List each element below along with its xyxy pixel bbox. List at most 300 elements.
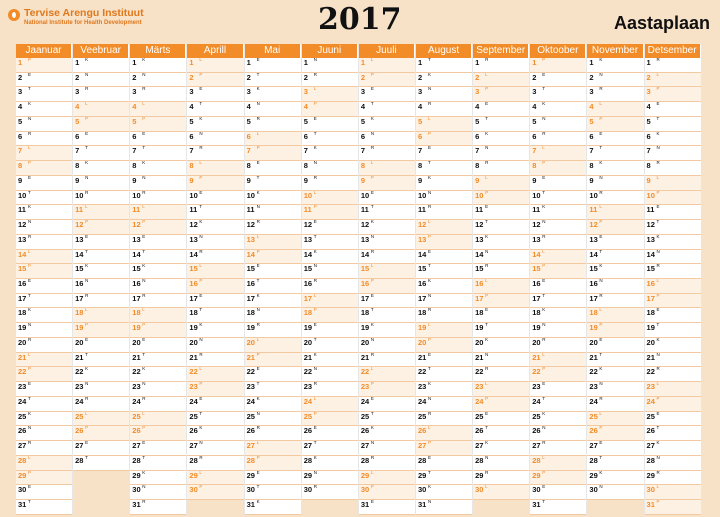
day-cell[interactable]	[530, 205, 586, 220]
day-cell[interactable]	[187, 205, 243, 220]
day-cell[interactable]	[530, 87, 586, 102]
day-cell[interactable]	[359, 456, 415, 471]
day-cell[interactable]	[530, 161, 586, 176]
day-cell[interactable]	[73, 294, 129, 309]
day-cell[interactable]	[16, 146, 72, 161]
day-cell[interactable]	[130, 264, 186, 279]
day-cell[interactable]	[302, 353, 358, 368]
day-cell[interactable]	[302, 323, 358, 338]
day-cell[interactable]	[473, 353, 529, 368]
day-cell[interactable]	[130, 308, 186, 323]
day-cell[interactable]	[16, 456, 72, 471]
day-cell[interactable]	[16, 382, 72, 397]
day-cell[interactable]	[473, 87, 529, 102]
day-cell[interactable]	[587, 205, 643, 220]
day-cell[interactable]	[530, 220, 586, 235]
day-cell[interactable]	[416, 146, 472, 161]
day-cell[interactable]	[645, 73, 701, 88]
day-cell[interactable]	[187, 426, 243, 441]
day-cell[interactable]	[16, 264, 72, 279]
day-cell[interactable]	[587, 367, 643, 382]
day-cell[interactable]	[473, 412, 529, 427]
day-cell[interactable]	[187, 220, 243, 235]
day-cell[interactable]	[245, 146, 301, 161]
day-cell[interactable]	[416, 58, 472, 73]
day-cell[interactable]	[530, 426, 586, 441]
day-cell[interactable]	[473, 250, 529, 265]
day-cell[interactable]	[245, 161, 301, 176]
day-cell[interactable]	[302, 471, 358, 486]
day-cell[interactable]	[302, 456, 358, 471]
day-cell[interactable]	[587, 87, 643, 102]
day-cell[interactable]	[245, 176, 301, 191]
day-cell[interactable]	[359, 308, 415, 323]
day-cell[interactable]	[16, 87, 72, 102]
day-cell[interactable]	[130, 205, 186, 220]
day-cell[interactable]	[245, 87, 301, 102]
day-cell[interactable]	[416, 117, 472, 132]
day-cell[interactable]	[187, 397, 243, 412]
day-cell[interactable]	[187, 279, 243, 294]
day-cell[interactable]	[359, 117, 415, 132]
day-cell[interactable]	[359, 73, 415, 88]
day-cell[interactable]	[130, 338, 186, 353]
day-cell[interactable]	[130, 397, 186, 412]
day-cell[interactable]	[130, 382, 186, 397]
day-cell[interactable]	[245, 191, 301, 206]
day-cell[interactable]	[416, 176, 472, 191]
day-cell[interactable]	[530, 397, 586, 412]
day-cell[interactable]	[73, 382, 129, 397]
day-cell[interactable]	[587, 456, 643, 471]
day-cell[interactable]	[587, 58, 643, 73]
day-cell[interactable]	[187, 132, 243, 147]
day-cell[interactable]	[73, 323, 129, 338]
day-cell[interactable]	[359, 176, 415, 191]
day-cell[interactable]	[16, 485, 72, 500]
day-cell[interactable]	[587, 397, 643, 412]
day-cell[interactable]	[130, 191, 186, 206]
day-cell[interactable]	[587, 250, 643, 265]
day-cell[interactable]	[16, 471, 72, 486]
day-cell[interactable]	[16, 397, 72, 412]
day-cell[interactable]	[359, 323, 415, 338]
day-cell[interactable]	[645, 367, 701, 382]
day-cell[interactable]	[587, 235, 643, 250]
day-cell[interactable]	[187, 382, 243, 397]
day-cell[interactable]	[530, 485, 586, 500]
day-cell[interactable]	[302, 220, 358, 235]
day-cell[interactable]	[645, 294, 701, 309]
day-cell[interactable]	[645, 397, 701, 412]
day-cell[interactable]	[645, 441, 701, 456]
day-cell[interactable]	[587, 338, 643, 353]
day-cell[interactable]	[16, 323, 72, 338]
day-cell[interactable]	[530, 338, 586, 353]
day-cell[interactable]	[587, 117, 643, 132]
day-cell[interactable]	[473, 382, 529, 397]
day-cell[interactable]	[645, 58, 701, 73]
day-cell[interactable]	[359, 161, 415, 176]
day-cell[interactable]	[73, 367, 129, 382]
day-cell[interactable]	[245, 338, 301, 353]
day-cell[interactable]	[473, 220, 529, 235]
day-cell[interactable]	[587, 353, 643, 368]
day-cell[interactable]	[16, 338, 72, 353]
day-cell[interactable]	[473, 235, 529, 250]
day-cell[interactable]	[359, 426, 415, 441]
day-cell[interactable]	[473, 323, 529, 338]
day-cell[interactable]	[587, 412, 643, 427]
day-cell[interactable]	[16, 367, 72, 382]
day-cell[interactable]	[359, 205, 415, 220]
day-cell[interactable]	[245, 426, 301, 441]
day-cell[interactable]	[302, 73, 358, 88]
day-cell[interactable]	[187, 323, 243, 338]
day-cell[interactable]	[587, 471, 643, 486]
day-cell[interactable]	[16, 102, 72, 117]
day-cell[interactable]	[130, 294, 186, 309]
day-cell[interactable]	[416, 102, 472, 117]
day-cell[interactable]	[645, 471, 701, 486]
day-cell[interactable]	[359, 132, 415, 147]
day-cell[interactable]	[187, 294, 243, 309]
day-cell[interactable]	[245, 382, 301, 397]
day-cell[interactable]	[187, 338, 243, 353]
day-cell[interactable]	[130, 441, 186, 456]
day-cell[interactable]	[187, 264, 243, 279]
day-cell[interactable]	[245, 250, 301, 265]
day-cell[interactable]	[130, 353, 186, 368]
day-cell[interactable]	[245, 294, 301, 309]
day-cell[interactable]	[16, 412, 72, 427]
day-cell[interactable]	[645, 456, 701, 471]
day-cell[interactable]	[130, 250, 186, 265]
day-cell[interactable]	[130, 426, 186, 441]
day-cell[interactable]	[73, 220, 129, 235]
day-cell[interactable]	[16, 426, 72, 441]
day-cell[interactable]	[645, 485, 701, 500]
day-cell[interactable]	[645, 117, 701, 132]
day-cell[interactable]	[187, 456, 243, 471]
day-cell[interactable]	[245, 367, 301, 382]
day-cell[interactable]	[587, 264, 643, 279]
day-cell[interactable]	[359, 294, 415, 309]
day-cell[interactable]	[359, 338, 415, 353]
day-cell[interactable]	[130, 87, 186, 102]
day-cell[interactable]	[416, 456, 472, 471]
day-cell[interactable]	[302, 382, 358, 397]
day-cell[interactable]	[302, 235, 358, 250]
day-cell[interactable]	[16, 132, 72, 147]
day-cell[interactable]	[645, 235, 701, 250]
day-cell[interactable]	[16, 235, 72, 250]
day-cell[interactable]	[645, 132, 701, 147]
day-cell[interactable]	[587, 161, 643, 176]
day-cell[interactable]	[302, 87, 358, 102]
day-cell[interactable]	[473, 279, 529, 294]
day-cell[interactable]	[302, 441, 358, 456]
day-cell[interactable]	[416, 382, 472, 397]
day-cell[interactable]	[416, 471, 472, 486]
day-cell[interactable]	[302, 338, 358, 353]
day-cell[interactable]	[416, 191, 472, 206]
day-cell[interactable]	[130, 471, 186, 486]
day-cell[interactable]	[359, 220, 415, 235]
day-cell[interactable]	[73, 397, 129, 412]
day-cell[interactable]	[302, 308, 358, 323]
day-cell[interactable]	[473, 338, 529, 353]
day-cell[interactable]	[16, 176, 72, 191]
day-cell[interactable]	[16, 117, 72, 132]
day-cell[interactable]	[359, 397, 415, 412]
day-cell[interactable]	[645, 250, 701, 265]
day-cell[interactable]	[645, 279, 701, 294]
day-cell[interactable]	[645, 323, 701, 338]
day-cell[interactable]	[416, 73, 472, 88]
day-cell[interactable]	[16, 205, 72, 220]
day-cell[interactable]	[73, 58, 129, 73]
day-cell[interactable]	[245, 117, 301, 132]
day-cell[interactable]	[16, 191, 72, 206]
day-cell[interactable]	[530, 102, 586, 117]
day-cell[interactable]	[530, 58, 586, 73]
day-cell[interactable]	[16, 161, 72, 176]
day-cell[interactable]	[530, 73, 586, 88]
day-cell[interactable]	[187, 441, 243, 456]
day-cell[interactable]	[359, 382, 415, 397]
day-cell[interactable]	[245, 471, 301, 486]
day-cell[interactable]	[530, 308, 586, 323]
day-cell[interactable]	[245, 58, 301, 73]
day-cell[interactable]	[416, 264, 472, 279]
day-cell[interactable]	[16, 279, 72, 294]
day-cell[interactable]	[302, 426, 358, 441]
day-cell[interactable]	[530, 456, 586, 471]
day-cell[interactable]	[187, 191, 243, 206]
day-cell[interactable]	[359, 500, 415, 515]
day-cell[interactable]	[416, 161, 472, 176]
day-cell[interactable]	[302, 58, 358, 73]
day-cell[interactable]	[16, 353, 72, 368]
day-cell[interactable]	[587, 294, 643, 309]
day-cell[interactable]	[359, 279, 415, 294]
day-cell[interactable]	[645, 146, 701, 161]
day-cell[interactable]	[530, 353, 586, 368]
day-cell[interactable]	[130, 323, 186, 338]
day-cell[interactable]	[416, 500, 472, 515]
day-cell[interactable]	[245, 500, 301, 515]
day-cell[interactable]	[359, 264, 415, 279]
day-cell[interactable]	[302, 397, 358, 412]
day-cell[interactable]	[416, 294, 472, 309]
day-cell[interactable]	[302, 294, 358, 309]
day-cell[interactable]	[73, 338, 129, 353]
day-cell[interactable]	[73, 250, 129, 265]
day-cell[interactable]	[473, 426, 529, 441]
day-cell[interactable]	[530, 264, 586, 279]
day-cell[interactable]	[645, 308, 701, 323]
day-cell[interactable]	[73, 279, 129, 294]
day-cell[interactable]	[187, 471, 243, 486]
day-cell[interactable]	[245, 102, 301, 117]
day-cell[interactable]	[359, 102, 415, 117]
day-cell[interactable]	[73, 117, 129, 132]
day-cell[interactable]	[245, 397, 301, 412]
day-cell[interactable]	[645, 161, 701, 176]
day-cell[interactable]	[645, 500, 701, 515]
day-cell[interactable]	[359, 485, 415, 500]
day-cell[interactable]	[16, 294, 72, 309]
day-cell[interactable]	[416, 205, 472, 220]
day-cell[interactable]	[416, 412, 472, 427]
day-cell[interactable]	[587, 279, 643, 294]
day-cell[interactable]	[473, 456, 529, 471]
day-cell[interactable]	[302, 176, 358, 191]
day-cell[interactable]	[645, 205, 701, 220]
day-cell[interactable]	[645, 426, 701, 441]
day-cell[interactable]	[473, 264, 529, 279]
day-cell[interactable]	[645, 87, 701, 102]
day-cell[interactable]	[587, 146, 643, 161]
day-cell[interactable]	[73, 441, 129, 456]
day-cell[interactable]	[187, 146, 243, 161]
day-cell[interactable]	[245, 323, 301, 338]
day-cell[interactable]	[530, 412, 586, 427]
day-cell[interactable]	[302, 132, 358, 147]
day-cell[interactable]	[530, 235, 586, 250]
day-cell[interactable]	[130, 279, 186, 294]
day-cell[interactable]	[187, 87, 243, 102]
day-cell[interactable]	[416, 308, 472, 323]
day-cell[interactable]	[245, 441, 301, 456]
day-cell[interactable]	[73, 426, 129, 441]
day-cell[interactable]	[73, 456, 129, 471]
day-cell[interactable]	[587, 485, 643, 500]
day-cell[interactable]	[302, 412, 358, 427]
day-cell[interactable]	[130, 73, 186, 88]
day-cell[interactable]	[587, 220, 643, 235]
day-cell[interactable]	[473, 132, 529, 147]
day-cell[interactable]	[473, 73, 529, 88]
day-cell[interactable]	[130, 456, 186, 471]
day-cell[interactable]	[16, 220, 72, 235]
day-cell[interactable]	[73, 191, 129, 206]
day-cell[interactable]	[73, 102, 129, 117]
day-cell[interactable]	[130, 367, 186, 382]
day-cell[interactable]	[645, 338, 701, 353]
day-cell[interactable]	[245, 264, 301, 279]
day-cell[interactable]	[245, 235, 301, 250]
day-cell[interactable]	[245, 73, 301, 88]
day-cell[interactable]	[416, 250, 472, 265]
day-cell[interactable]	[245, 456, 301, 471]
day-cell[interactable]	[245, 279, 301, 294]
day-cell[interactable]	[473, 471, 529, 486]
day-cell[interactable]	[473, 397, 529, 412]
day-cell[interactable]	[416, 279, 472, 294]
day-cell[interactable]	[73, 353, 129, 368]
day-cell[interactable]	[302, 191, 358, 206]
day-cell[interactable]	[187, 412, 243, 427]
day-cell[interactable]	[359, 367, 415, 382]
day-cell[interactable]	[187, 485, 243, 500]
day-cell[interactable]	[130, 132, 186, 147]
day-cell[interactable]	[73, 87, 129, 102]
day-cell[interactable]	[73, 161, 129, 176]
day-cell[interactable]	[587, 102, 643, 117]
day-cell[interactable]	[645, 102, 701, 117]
day-cell[interactable]	[587, 382, 643, 397]
day-cell[interactable]	[130, 485, 186, 500]
day-cell[interactable]	[473, 205, 529, 220]
day-cell[interactable]	[530, 500, 586, 515]
day-cell[interactable]	[130, 412, 186, 427]
day-cell[interactable]	[473, 191, 529, 206]
day-cell[interactable]	[187, 58, 243, 73]
day-cell[interactable]	[73, 132, 129, 147]
day-cell[interactable]	[587, 132, 643, 147]
day-cell[interactable]	[245, 132, 301, 147]
day-cell[interactable]	[302, 279, 358, 294]
day-cell[interactable]	[245, 308, 301, 323]
day-cell[interactable]	[530, 191, 586, 206]
day-cell[interactable]	[130, 176, 186, 191]
day-cell[interactable]	[302, 367, 358, 382]
day-cell[interactable]	[187, 176, 243, 191]
day-cell[interactable]	[645, 382, 701, 397]
day-cell[interactable]	[302, 102, 358, 117]
day-cell[interactable]	[416, 323, 472, 338]
day-cell[interactable]	[73, 308, 129, 323]
day-cell[interactable]	[73, 176, 129, 191]
day-cell[interactable]	[359, 441, 415, 456]
day-cell[interactable]	[187, 117, 243, 132]
day-cell[interactable]	[416, 485, 472, 500]
day-cell[interactable]	[187, 367, 243, 382]
day-cell[interactable]	[530, 441, 586, 456]
day-cell[interactable]	[587, 323, 643, 338]
day-cell[interactable]	[130, 235, 186, 250]
day-cell[interactable]	[587, 441, 643, 456]
day-cell[interactable]	[130, 102, 186, 117]
day-cell[interactable]	[416, 220, 472, 235]
day-cell[interactable]	[359, 191, 415, 206]
day-cell[interactable]	[645, 353, 701, 368]
day-cell[interactable]	[73, 73, 129, 88]
day-cell[interactable]	[587, 426, 643, 441]
day-cell[interactable]	[16, 73, 72, 88]
day-cell[interactable]	[530, 117, 586, 132]
day-cell[interactable]	[130, 220, 186, 235]
day-cell[interactable]	[130, 146, 186, 161]
day-cell[interactable]	[187, 235, 243, 250]
day-cell[interactable]	[416, 338, 472, 353]
day-cell[interactable]	[187, 308, 243, 323]
day-cell[interactable]	[359, 146, 415, 161]
day-cell[interactable]	[187, 353, 243, 368]
day-cell[interactable]	[530, 250, 586, 265]
day-cell[interactable]	[530, 279, 586, 294]
day-cell[interactable]	[245, 205, 301, 220]
day-cell[interactable]	[359, 250, 415, 265]
day-cell[interactable]	[473, 102, 529, 117]
day-cell[interactable]	[16, 441, 72, 456]
day-cell[interactable]	[416, 397, 472, 412]
day-cell[interactable]	[359, 412, 415, 427]
day-cell[interactable]	[473, 367, 529, 382]
day-cell[interactable]	[473, 146, 529, 161]
